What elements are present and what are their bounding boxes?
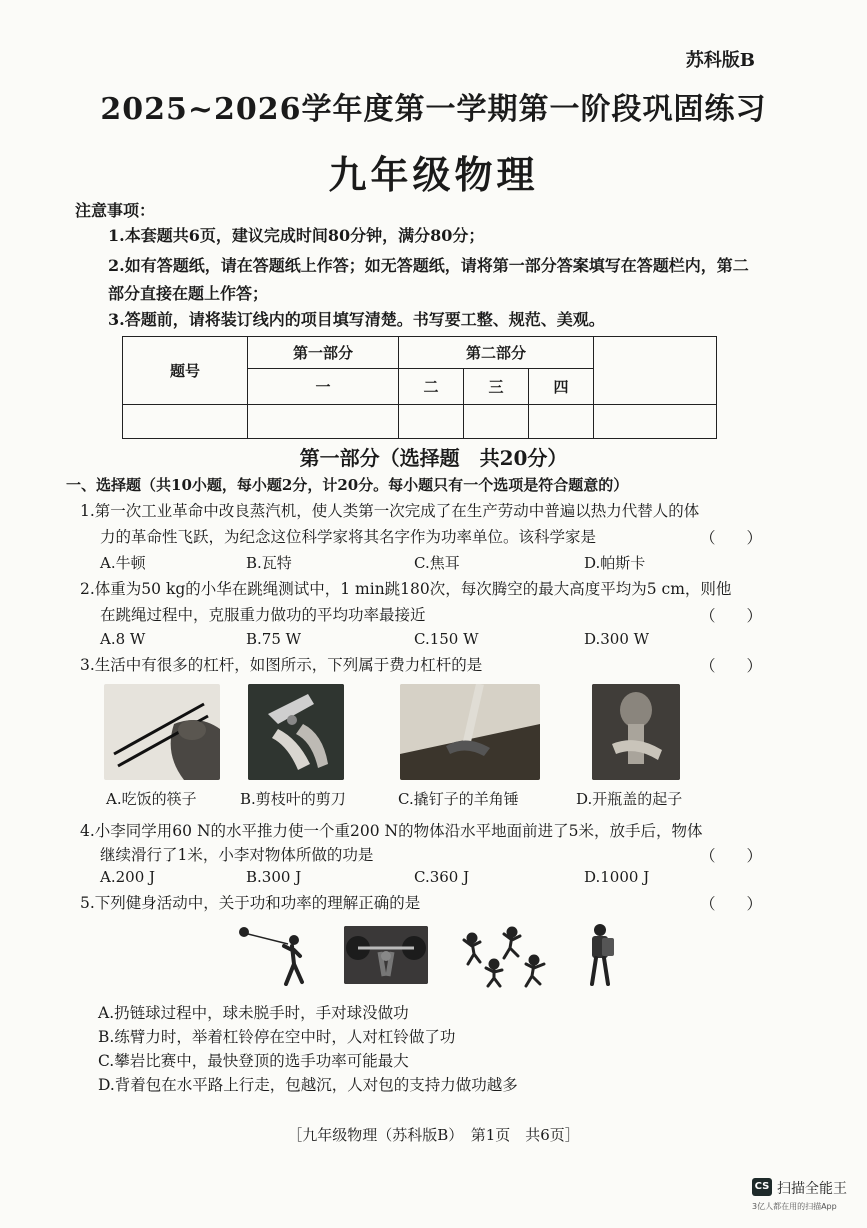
bottle-opener-photo bbox=[592, 684, 680, 780]
score-cell[interactable] bbox=[529, 405, 594, 439]
chopsticks-photo bbox=[104, 684, 220, 780]
score-table-total-cell bbox=[594, 337, 717, 405]
option: B.300 J bbox=[246, 868, 302, 886]
option: C.焦耳 bbox=[414, 554, 460, 572]
option: D.帕斯卡 bbox=[584, 554, 646, 572]
option: C.攀岩比赛中，最快登顶的选手功率可能最大 bbox=[98, 1052, 409, 1070]
option: C.150 W bbox=[414, 630, 479, 648]
section-heading: 一、选择题（共10小题，每小题2分，计20分。每小题只有一个选项是符合题意的） bbox=[66, 476, 629, 494]
notice-item: 2.如有答题纸，请在答题纸上作答；如无答题纸，请将第一部分答案填写在答题栏内，第二 bbox=[108, 256, 749, 275]
score-table bbox=[122, 336, 717, 439]
option: C.360 J bbox=[414, 868, 470, 886]
score-cell[interactable] bbox=[594, 405, 717, 439]
option: D.1000 J bbox=[584, 868, 650, 886]
option: D.300 W bbox=[584, 630, 650, 648]
score-table-col: 四 bbox=[529, 369, 594, 405]
photo-caption: B.剪枝叶的剪刀 bbox=[240, 790, 346, 808]
part1-title: 第一部分（选择题 共20分） bbox=[299, 446, 568, 470]
weightlifting-photo bbox=[344, 926, 428, 984]
question-4-line: 继续滑行了1米，小李对物体所做的功是 bbox=[100, 846, 374, 864]
option: D.背着包在水平路上行走，包越沉，人对包的支持力做功越多 bbox=[98, 1076, 518, 1094]
answer-paren[interactable]: （ ） bbox=[700, 607, 763, 625]
option: B.练臂力时，举着杠铃停在空中时，人对杠铃做了功 bbox=[98, 1028, 456, 1046]
exam-title: 2025~2026学年度第一学期第一阶段巩固练习 bbox=[100, 92, 767, 127]
score-table-col: 二 bbox=[399, 369, 464, 405]
score-table-part1: 第一部分 bbox=[248, 337, 399, 369]
rock-climbing-illustration bbox=[458, 924, 550, 988]
score-table-col: 三 bbox=[464, 369, 529, 405]
answer-paren[interactable]: （ ） bbox=[700, 529, 763, 547]
photo-caption: A.吃饭的筷子 bbox=[106, 790, 197, 808]
scanner-brand: 扫描全能王 bbox=[777, 1181, 847, 1197]
claw-hammer-photo bbox=[400, 684, 540, 780]
option: A.牛顿 bbox=[100, 554, 146, 572]
score-cell[interactable] bbox=[464, 405, 529, 439]
question-5-line: 5.下列健身活动中，关于功和功率的理解正确的是 bbox=[80, 894, 421, 912]
score-table-col: 一 bbox=[248, 369, 399, 405]
notice-item: 1.本套题共6页，建议完成时间80分钟，满分80分； bbox=[108, 226, 485, 245]
question-1-line: 1.第一次工业革命中改良蒸汽机，使人类第一次完成了在生产劳动中普遍以热力代替人的体 bbox=[80, 502, 700, 520]
answer-paren[interactable]: （ ） bbox=[700, 657, 763, 675]
page-footer: ［九年级物理（苏科版B） 第1页 共6页］ bbox=[287, 1126, 580, 1144]
score-cell[interactable] bbox=[123, 405, 248, 439]
backpack-walker-illustration bbox=[580, 922, 620, 986]
camscanner-logo-icon: CS bbox=[752, 1178, 772, 1196]
hammer-throw-illustration bbox=[236, 922, 316, 986]
question-2-line: 在跳绳过程中，克服重力做功的平均功率最接近 bbox=[100, 606, 426, 624]
photo-caption: D.开瓶盖的起子 bbox=[576, 790, 683, 808]
notice-item: 3.答题前，请将装订线内的项目填写清楚。书写要工整、规范、美观。 bbox=[108, 310, 605, 329]
pruning-shears-photo bbox=[248, 684, 344, 780]
option: A.8 W bbox=[100, 630, 146, 648]
score-cell[interactable] bbox=[399, 405, 464, 439]
option: B.75 W bbox=[246, 630, 302, 648]
answer-paren[interactable]: （ ） bbox=[700, 847, 763, 865]
photo-caption: C.撬钉子的羊角锤 bbox=[398, 790, 519, 808]
scanner-tagline: 3亿人都在用的扫描App bbox=[752, 1202, 837, 1211]
option: A.200 J bbox=[100, 868, 156, 886]
option: B.瓦特 bbox=[246, 554, 292, 572]
subject-title: 九年级物理 bbox=[328, 153, 539, 197]
question-3-line: 3.生活中有很多的杠杆，如图所示，下列属于费力杠杆的是 bbox=[80, 656, 483, 674]
score-table-part2: 第二部分 bbox=[399, 337, 594, 369]
notice-heading: 注意事项： bbox=[75, 201, 156, 220]
score-table-row-label: 题号 bbox=[123, 337, 248, 405]
question-1-line: 力的革命性飞跃，为纪念这位科学家将其名字作为功率单位。该科学家是 bbox=[100, 528, 597, 546]
answer-paren[interactable]: （ ） bbox=[700, 895, 763, 913]
question-2-line: 2.体重为50 kg的小华在跳绳测试中，1 min跳180次，每次腾空的最大高度平均为5 cm，则他 bbox=[80, 580, 732, 598]
option: A.扔链球过程中，球未脱手时，手对球没做功 bbox=[98, 1004, 409, 1022]
score-cell[interactable] bbox=[248, 405, 399, 439]
question-4-line: 4.小李同学用60 N的水平推力使一个重200 N的物体沿水平地面前进了5米，放手后，物体 bbox=[80, 822, 703, 840]
notice-item: 部分直接在题上作答； bbox=[108, 284, 269, 303]
version-label: 苏科版B bbox=[685, 50, 755, 71]
